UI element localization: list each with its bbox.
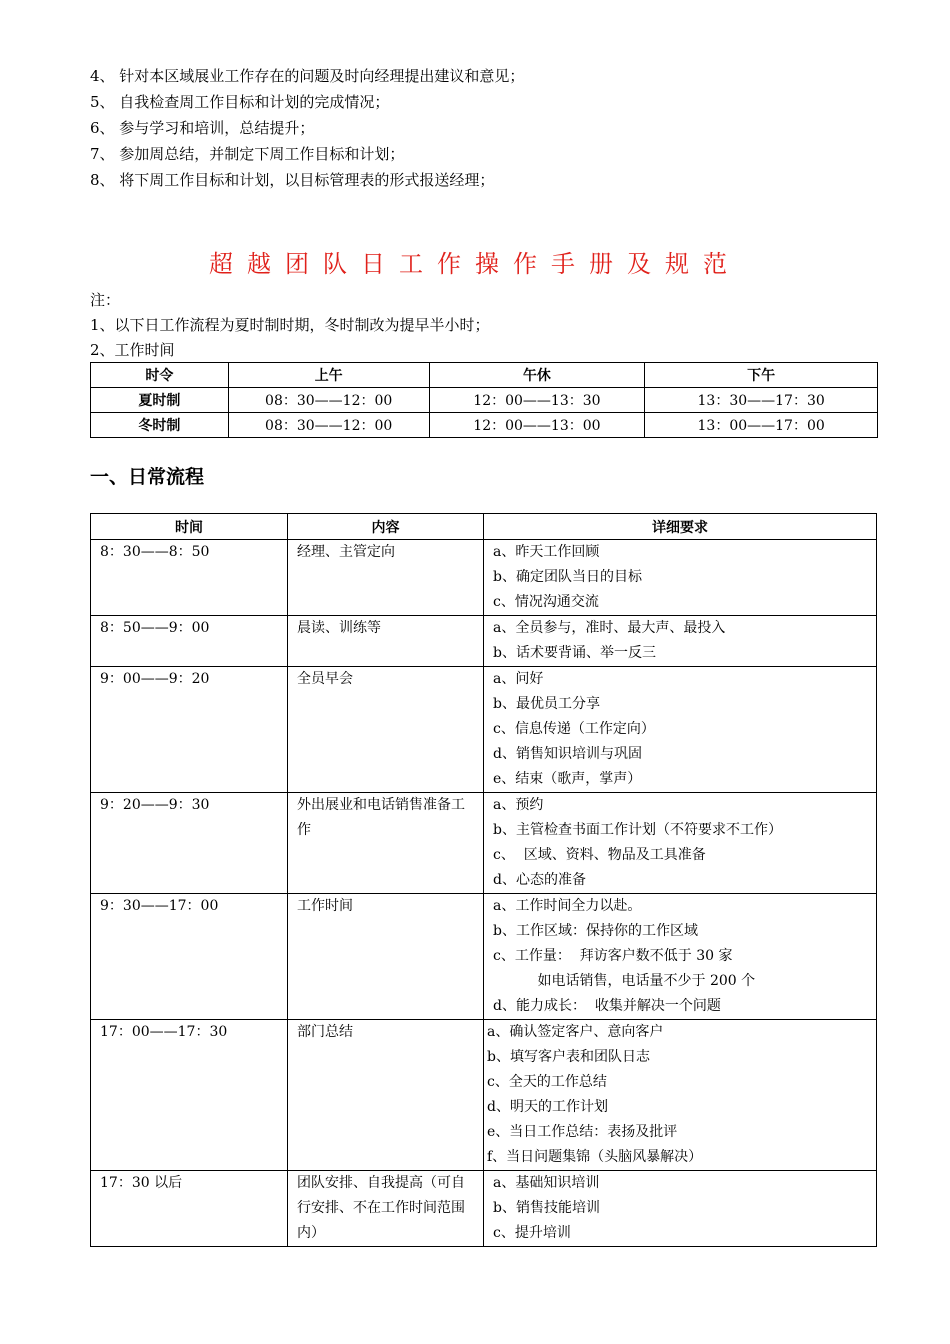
detail-line: b、主管检查书面工作计划（不符要求不工作） [493, 822, 782, 838]
detail-line: c、情况沟通交流 [493, 594, 599, 610]
detail-line: b、确定团队当日的目标 [493, 569, 642, 585]
detail-line: c、工作量： 拜访客户数不低于 30 家 [493, 948, 733, 964]
list-item: 5、 自我检查周工作目标和计划的完成情况； [90, 93, 390, 111]
column-header: 内容 [288, 514, 484, 540]
content-cell: 部门总结 [297, 1024, 353, 1040]
time-cell: 17：30 以后 [100, 1175, 183, 1191]
time-cell: 9：00——9：20 [100, 671, 210, 687]
detail-line: 如电话销售，电话量不少于 200 个 [493, 973, 756, 989]
table-cell: 13：30——17：30 [645, 388, 878, 413]
content-cell: 晨读、训练等 [297, 620, 381, 636]
details-cell [484, 894, 876, 1019]
list-item: 8、 将下周工作目标和计划，以目标管理表的形式报送经理； [90, 171, 495, 189]
detail-line: e、结束（歌声，掌声） [493, 771, 642, 787]
detail-line: b、销售技能培训 [493, 1200, 600, 1216]
detail-line: b、话术要背诵、举一反三 [493, 645, 656, 661]
time-cell: 17：00——17：30 [100, 1024, 228, 1040]
table-row [91, 616, 877, 667]
time-cell: 9：30——17：00 [100, 898, 219, 914]
detail-line: d、销售知识培训与巩固 [493, 746, 642, 762]
detail-line: a、预约 [493, 797, 544, 813]
content-cell: 经理、主管定向 [297, 544, 395, 560]
detail-line: d、能力成长： 收集并解决一个问题 [493, 998, 721, 1014]
detail-line: f、当日问题集锦（头脑风暴解决） [487, 1149, 703, 1165]
note-item: 1、以下日工作流程为夏时制时期，冬时制改为提早半小时； [90, 316, 490, 334]
details-cell [484, 616, 876, 666]
detail-line: d、心态的准备 [493, 872, 586, 888]
detail-line: b、最优员工分享 [493, 696, 600, 712]
time-cell: 9：20——9：30 [100, 797, 210, 813]
row-header: 冬时制 [91, 413, 229, 438]
daily-flow-table [90, 513, 877, 1247]
table-row [91, 388, 878, 413]
row-header: 夏时制 [91, 388, 229, 413]
detail-line: a、昨天工作回顾 [493, 544, 600, 560]
table-header-row [91, 363, 878, 388]
detail-line: c、 区域、资料、物品及工具准备 [493, 847, 706, 863]
details-cell [484, 1020, 876, 1170]
content-cell: 工作时间 [297, 898, 353, 914]
detail-line: c、信息传递（工作定向） [493, 721, 655, 737]
table-cell: 12：00——13：30 [429, 388, 645, 413]
details-cell [484, 1171, 876, 1246]
details-cell [484, 793, 876, 893]
document-title: 超越团队日工作操作手册及规范 [209, 250, 741, 278]
content-cell: 团队安排、自我提高（可自行安排、不在工作时间范围内） [297, 1175, 465, 1241]
content-cell: 全员早会 [297, 671, 353, 687]
table-row [91, 793, 877, 894]
list-item: 4、 针对本区域展业工作存在的问题及时向经理提出建议和意见； [90, 67, 525, 85]
column-header: 午休 [429, 363, 645, 388]
time-cell: 8：30——8：50 [100, 544, 210, 560]
detail-line: c、提升培训 [493, 1225, 571, 1241]
column-header: 时间 [91, 514, 288, 540]
detail-line: e、当日工作总结：表扬及批评 [487, 1124, 678, 1140]
table-row [91, 894, 877, 1020]
table-cell: 12：00——13：00 [429, 413, 645, 438]
note-label: 注： [90, 291, 121, 309]
table-row [91, 1020, 877, 1171]
detail-line: a、基础知识培训 [493, 1175, 600, 1191]
table-cell: 08：30——12：00 [228, 413, 429, 438]
notes [90, 288, 890, 363]
content-cell: 外出展业和电话销售准备工作 [297, 797, 465, 838]
table-header-row [91, 514, 877, 540]
table-row [91, 540, 877, 616]
details-cell [484, 540, 876, 615]
detail-line: d、明天的工作计划 [487, 1099, 608, 1115]
list-item: 7、 参加周总结，并制定下周工作目标和计划； [90, 145, 405, 163]
weekly-task-list [90, 63, 890, 193]
note-item: 2、工作时间 [90, 341, 175, 359]
table-row [91, 413, 878, 438]
section-title: 一、日常流程 [90, 466, 205, 488]
time-cell: 8：50——9：00 [100, 620, 210, 636]
work-hours-table [90, 362, 878, 438]
table-row [91, 667, 877, 793]
detail-line: c、全天的工作总结 [487, 1074, 607, 1090]
detail-line: b、填写客户表和团队日志 [487, 1049, 650, 1065]
column-header: 详细要求 [484, 514, 877, 540]
table-cell: 08：30——12：00 [228, 388, 429, 413]
detail-line: a、问好 [493, 671, 544, 687]
detail-line: a、工作时间全力以赴。 [493, 898, 642, 914]
detail-line: a、确认签定客户、意向客户 [487, 1024, 664, 1040]
column-header: 上午 [228, 363, 429, 388]
table-cell: 13：00——17：00 [645, 413, 878, 438]
detail-line: a、全员参与，准时、最大声、最投入 [493, 620, 726, 636]
column-header: 下午 [645, 363, 878, 388]
table-row [91, 1171, 877, 1247]
column-header: 时令 [91, 363, 229, 388]
details-cell [484, 667, 876, 792]
list-item: 6、 参与学习和培训，总结提升； [90, 119, 315, 137]
detail-line: b、工作区域：保持你的工作区域 [493, 923, 698, 939]
